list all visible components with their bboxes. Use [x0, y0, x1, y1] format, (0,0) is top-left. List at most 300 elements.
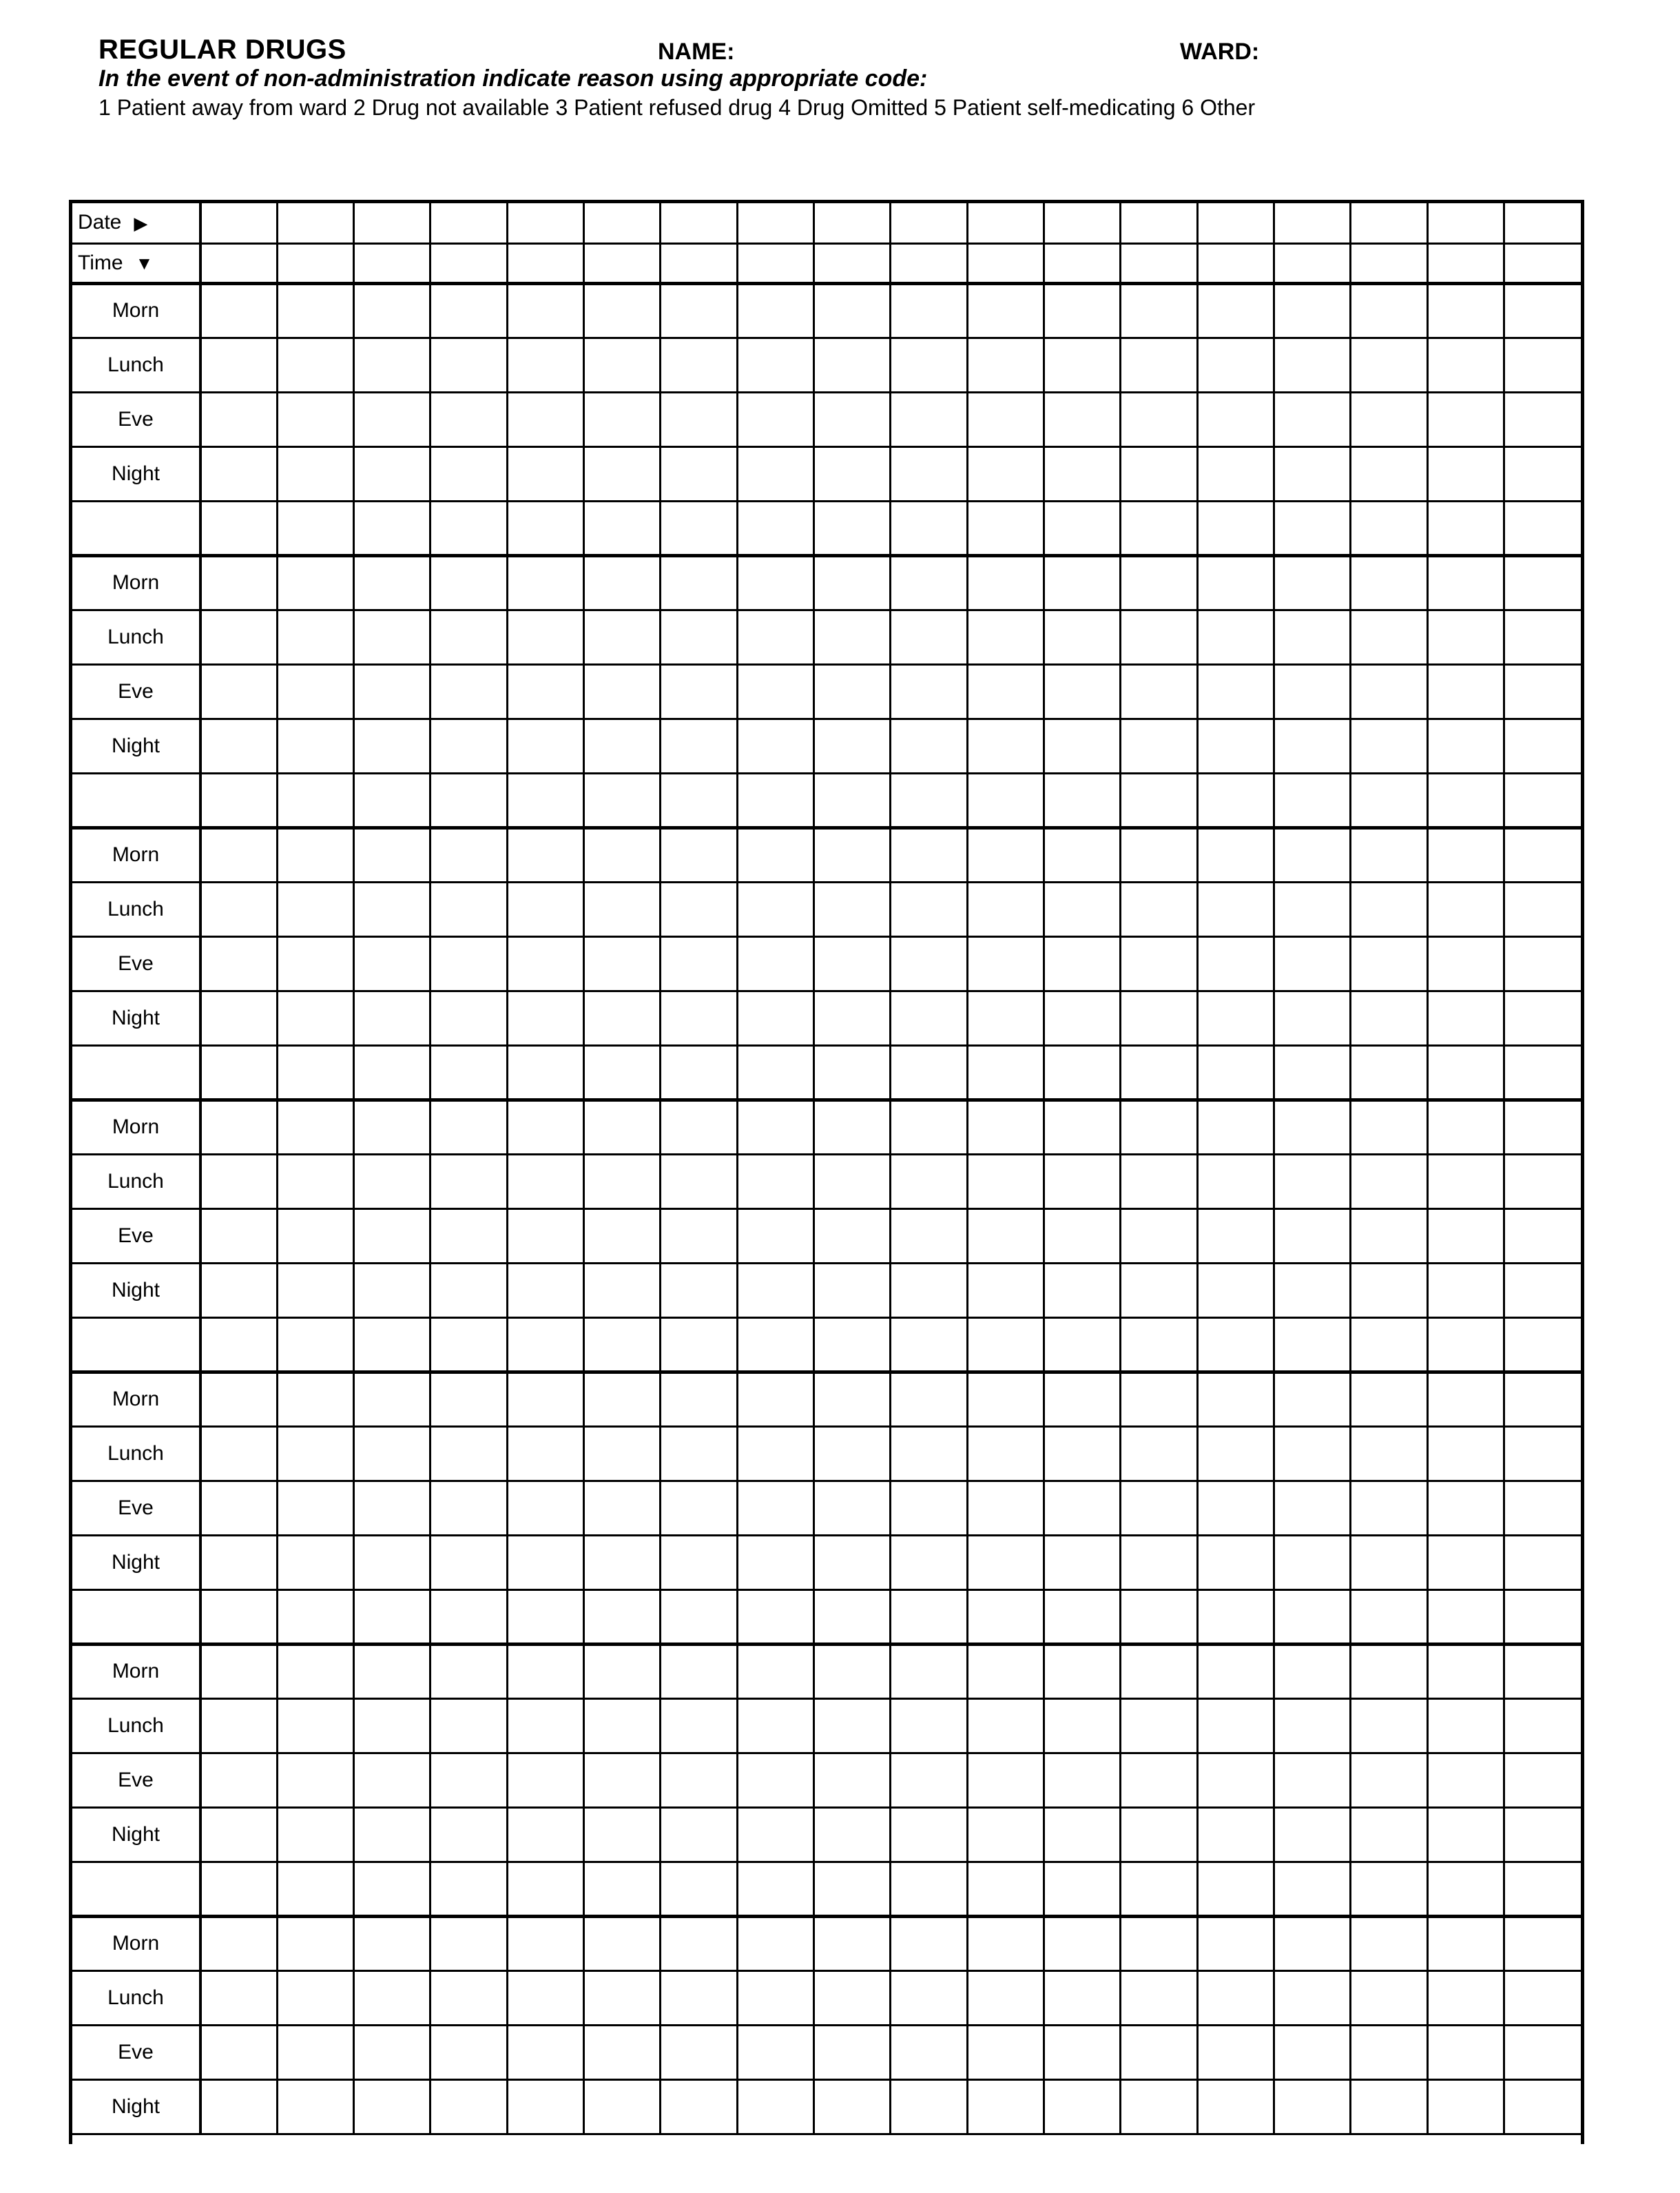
drug-details-cell[interactable] — [1427, 773, 1504, 827]
dose-entry-cell[interactable] — [584, 1970, 661, 2025]
dose-entry-cell[interactable] — [891, 555, 967, 610]
dose-entry-cell[interactable] — [1274, 555, 1351, 610]
drug-details-cell[interactable] — [1427, 1589, 1504, 1644]
dose-entry-cell[interactable] — [507, 1916, 583, 1970]
dose-entry-cell[interactable] — [1121, 1208, 1197, 1263]
dose-entry-cell[interactable] — [814, 1535, 891, 1589]
dose-entry-cell[interactable] — [277, 2079, 353, 2134]
dose-entry-cell[interactable] — [967, 1807, 1044, 1862]
dose-entry-cell[interactable] — [1427, 555, 1504, 610]
dose-entry-cell[interactable] — [507, 1644, 583, 1698]
dose-entry-cell[interactable] — [1121, 338, 1197, 392]
dose-entry-cell[interactable] — [507, 2079, 583, 2134]
drug-details-cell[interactable] — [431, 501, 507, 555]
dose-entry-cell[interactable] — [661, 1372, 737, 1426]
dose-entry-cell[interactable] — [1197, 936, 1274, 991]
dose-entry-cell[interactable] — [431, 338, 507, 392]
drug-details-cell[interactable] — [661, 773, 737, 827]
drug-details-cell[interactable] — [1427, 501, 1504, 555]
dose-entry-cell[interactable] — [1197, 664, 1274, 719]
date-entry-cell[interactable] — [737, 203, 813, 243]
dose-entry-cell[interactable] — [967, 392, 1044, 446]
dose-entry-cell[interactable] — [1044, 827, 1121, 882]
time-entry-cell[interactable] — [737, 243, 813, 283]
dose-entry-cell[interactable] — [277, 1372, 353, 1426]
dose-entry-cell[interactable] — [1504, 392, 1581, 446]
dose-entry-cell[interactable] — [1427, 719, 1504, 773]
dose-entry-cell[interactable] — [1044, 1154, 1121, 1208]
dose-entry-cell[interactable] — [661, 2025, 737, 2079]
dose-entry-cell[interactable] — [1274, 1426, 1351, 1481]
dose-entry-cell[interactable] — [737, 1208, 813, 1263]
dose-entry-cell[interactable] — [1274, 610, 1351, 664]
dose-entry-cell[interactable] — [354, 1426, 431, 1481]
drug-details-cell[interactable] — [1351, 1589, 1427, 1644]
drug-details-cell[interactable] — [661, 1862, 737, 1916]
dose-entry-cell[interactable] — [1274, 283, 1351, 338]
dose-entry-cell[interactable] — [200, 555, 277, 610]
dose-entry-cell[interactable] — [507, 1263, 583, 1317]
dose-entry-cell[interactable] — [1197, 610, 1274, 664]
drug-details-cell[interactable] — [1197, 1589, 1274, 1644]
dose-entry-cell[interactable] — [1197, 555, 1274, 610]
time-entry-cell[interactable] — [277, 243, 353, 283]
dose-entry-cell[interactable] — [737, 392, 813, 446]
dose-entry-cell[interactable] — [1504, 827, 1581, 882]
dose-entry-cell[interactable] — [277, 283, 353, 338]
drug-details-cell[interactable] — [200, 1589, 277, 1644]
dose-entry-cell[interactable] — [431, 1426, 507, 1481]
dose-entry-cell[interactable] — [1121, 1807, 1197, 1862]
dose-entry-cell[interactable] — [1274, 719, 1351, 773]
dose-entry-cell[interactable] — [1504, 882, 1581, 936]
dose-entry-cell[interactable] — [661, 1644, 737, 1698]
dose-entry-cell[interactable] — [661, 991, 737, 1045]
drug-details-cell[interactable] — [277, 1862, 353, 1916]
dose-entry-cell[interactable] — [661, 1154, 737, 1208]
dose-entry-cell[interactable] — [431, 1698, 507, 1753]
dose-entry-cell[interactable] — [507, 1481, 583, 1535]
dose-entry-cell[interactable] — [1351, 719, 1427, 773]
time-entry-cell[interactable] — [967, 243, 1044, 283]
dose-entry-cell[interactable] — [1504, 1372, 1581, 1426]
drug-details-cell[interactable] — [1274, 1862, 1351, 1916]
dose-entry-cell[interactable] — [507, 1807, 583, 1862]
dose-entry-cell[interactable] — [354, 392, 431, 446]
dose-entry-cell[interactable] — [1197, 1698, 1274, 1753]
dose-entry-cell[interactable] — [584, 882, 661, 936]
dose-entry-cell[interactable] — [737, 283, 813, 338]
dose-entry-cell[interactable] — [661, 610, 737, 664]
time-entry-cell[interactable] — [891, 243, 967, 283]
dose-entry-cell[interactable] — [507, 1100, 583, 1154]
dose-entry-cell[interactable] — [354, 610, 431, 664]
dose-entry-cell[interactable] — [507, 1208, 583, 1263]
dose-entry-cell[interactable] — [354, 1970, 431, 2025]
drug-details-label-cell[interactable] — [72, 773, 200, 827]
drug-details-label-cell[interactable] — [72, 1045, 200, 1100]
dose-entry-cell[interactable] — [1121, 664, 1197, 719]
dose-entry-cell[interactable] — [1274, 2079, 1351, 2134]
dose-entry-cell[interactable] — [1044, 1481, 1121, 1535]
drug-details-cell[interactable] — [661, 501, 737, 555]
dose-entry-cell[interactable] — [507, 392, 583, 446]
dose-entry-cell[interactable] — [277, 991, 353, 1045]
dose-entry-cell[interactable] — [1427, 827, 1504, 882]
dose-entry-cell[interactable] — [967, 664, 1044, 719]
dose-entry-cell[interactable] — [1121, 1698, 1197, 1753]
dose-entry-cell[interactable] — [1197, 446, 1274, 501]
dose-entry-cell[interactable] — [584, 1100, 661, 1154]
dose-entry-cell[interactable] — [737, 446, 813, 501]
dose-entry-cell[interactable] — [1197, 1807, 1274, 1862]
dose-entry-cell[interactable] — [1504, 936, 1581, 991]
dose-entry-cell[interactable] — [891, 1535, 967, 1589]
dose-entry-cell[interactable] — [891, 882, 967, 936]
dose-entry-cell[interactable] — [1427, 2025, 1504, 2079]
dose-entry-cell[interactable] — [967, 827, 1044, 882]
dose-entry-cell[interactable] — [967, 991, 1044, 1045]
drug-details-cell[interactable] — [277, 1589, 353, 1644]
dose-entry-cell[interactable] — [1274, 2025, 1351, 2079]
dose-entry-cell[interactable] — [661, 446, 737, 501]
dose-entry-cell[interactable] — [507, 555, 583, 610]
drug-details-cell[interactable] — [814, 1589, 891, 1644]
dose-entry-cell[interactable] — [1504, 1263, 1581, 1317]
dose-entry-cell[interactable] — [737, 610, 813, 664]
dose-entry-cell[interactable] — [1197, 1372, 1274, 1426]
dose-entry-cell[interactable] — [431, 392, 507, 446]
dose-entry-cell[interactable] — [1274, 1807, 1351, 1862]
dose-entry-cell[interactable] — [431, 827, 507, 882]
dose-entry-cell[interactable] — [814, 338, 891, 392]
drug-details-cell[interactable] — [1274, 1045, 1351, 1100]
drug-details-cell[interactable] — [277, 1317, 353, 1372]
dose-entry-cell[interactable] — [507, 1426, 583, 1481]
dose-entry-cell[interactable] — [661, 1535, 737, 1589]
dose-entry-cell[interactable] — [737, 1426, 813, 1481]
drug-details-label-cell[interactable] — [72, 1317, 200, 1372]
dose-entry-cell[interactable] — [1274, 882, 1351, 936]
dose-entry-cell[interactable] — [354, 1208, 431, 1263]
dose-entry-cell[interactable] — [1274, 1698, 1351, 1753]
dose-entry-cell[interactable] — [1044, 2025, 1121, 2079]
dose-entry-cell[interactable] — [814, 446, 891, 501]
dose-entry-cell[interactable] — [661, 1698, 737, 1753]
dose-entry-cell[interactable] — [891, 1698, 967, 1753]
drug-details-cell[interactable] — [431, 1589, 507, 1644]
drug-details-cell[interactable] — [1044, 501, 1121, 555]
dose-entry-cell[interactable] — [1351, 2025, 1427, 2079]
dose-entry-cell[interactable] — [1504, 1426, 1581, 1481]
dose-entry-cell[interactable] — [814, 1372, 891, 1426]
dose-entry-cell[interactable] — [1121, 991, 1197, 1045]
dose-entry-cell[interactable] — [200, 827, 277, 882]
dose-entry-cell[interactable] — [1197, 1481, 1274, 1535]
dose-entry-cell[interactable] — [1504, 338, 1581, 392]
dose-entry-cell[interactable] — [891, 1644, 967, 1698]
dose-entry-cell[interactable] — [737, 719, 813, 773]
dose-entry-cell[interactable] — [1427, 1807, 1504, 1862]
dose-entry-cell[interactable] — [1351, 1535, 1427, 1589]
dose-entry-cell[interactable] — [584, 936, 661, 991]
dose-entry-cell[interactable] — [1351, 1208, 1427, 1263]
dose-entry-cell[interactable] — [737, 1970, 813, 2025]
dose-entry-cell[interactable] — [354, 1698, 431, 1753]
dose-entry-cell[interactable] — [431, 1154, 507, 1208]
dose-entry-cell[interactable] — [507, 719, 583, 773]
dose-entry-cell[interactable] — [1351, 2079, 1427, 2134]
drug-details-cell[interactable] — [200, 1317, 277, 1372]
dose-entry-cell[interactable] — [737, 1916, 813, 1970]
drug-details-cell[interactable] — [1351, 1045, 1427, 1100]
time-entry-cell[interactable] — [1427, 243, 1504, 283]
dose-entry-cell[interactable] — [431, 719, 507, 773]
dose-entry-cell[interactable] — [1197, 1426, 1274, 1481]
dose-entry-cell[interactable] — [277, 1753, 353, 1807]
dose-entry-cell[interactable] — [814, 1644, 891, 1698]
drug-details-cell[interactable] — [1427, 1045, 1504, 1100]
dose-entry-cell[interactable] — [354, 1753, 431, 1807]
dose-entry-cell[interactable] — [277, 1208, 353, 1263]
drug-details-cell[interactable] — [967, 1045, 1044, 1100]
drug-details-cell[interactable] — [1504, 1862, 1581, 1916]
dose-entry-cell[interactable] — [1121, 719, 1197, 773]
dose-entry-cell[interactable] — [1351, 827, 1427, 882]
drug-details-cell[interactable] — [1504, 501, 1581, 555]
dose-entry-cell[interactable] — [967, 2079, 1044, 2134]
dose-entry-cell[interactable] — [737, 1100, 813, 1154]
drug-details-cell[interactable] — [1427, 1317, 1504, 1372]
dose-entry-cell[interactable] — [1274, 1154, 1351, 1208]
dose-entry-cell[interactable] — [1351, 1263, 1427, 1317]
dose-entry-cell[interactable] — [1121, 1154, 1197, 1208]
dose-entry-cell[interactable] — [507, 664, 583, 719]
dose-entry-cell[interactable] — [891, 392, 967, 446]
dose-entry-cell[interactable] — [661, 283, 737, 338]
dose-entry-cell[interactable] — [1044, 446, 1121, 501]
drug-details-cell[interactable] — [584, 1862, 661, 1916]
dose-entry-cell[interactable] — [431, 1644, 507, 1698]
drug-details-cell[interactable] — [507, 1317, 583, 1372]
drug-details-cell[interactable] — [1121, 1862, 1197, 1916]
dose-entry-cell[interactable] — [1044, 1970, 1121, 2025]
dose-entry-cell[interactable] — [891, 991, 967, 1045]
dose-entry-cell[interactable] — [967, 1916, 1044, 1970]
dose-entry-cell[interactable] — [277, 1916, 353, 1970]
dose-entry-cell[interactable] — [354, 2079, 431, 2134]
drug-details-cell[interactable] — [1044, 1862, 1121, 1916]
dose-entry-cell[interactable] — [891, 2025, 967, 2079]
drug-details-cell[interactable] — [1351, 1862, 1427, 1916]
dose-entry-cell[interactable] — [737, 2079, 813, 2134]
dose-entry-cell[interactable] — [1274, 1753, 1351, 1807]
dose-entry-cell[interactable] — [814, 2079, 891, 2134]
dose-entry-cell[interactable] — [967, 1698, 1044, 1753]
dose-entry-cell[interactable] — [200, 664, 277, 719]
date-entry-cell[interactable] — [431, 203, 507, 243]
dose-entry-cell[interactable] — [661, 719, 737, 773]
dose-entry-cell[interactable] — [1274, 827, 1351, 882]
dose-entry-cell[interactable] — [354, 827, 431, 882]
dose-entry-cell[interactable] — [1504, 719, 1581, 773]
dose-entry-cell[interactable] — [277, 1698, 353, 1753]
dose-entry-cell[interactable] — [814, 392, 891, 446]
dose-entry-cell[interactable] — [507, 446, 583, 501]
drug-details-cell[interactable] — [1504, 1589, 1581, 1644]
dose-entry-cell[interactable] — [584, 1535, 661, 1589]
dose-entry-cell[interactable] — [1504, 1535, 1581, 1589]
dose-entry-cell[interactable] — [1121, 1100, 1197, 1154]
dose-entry-cell[interactable] — [507, 936, 583, 991]
dose-entry-cell[interactable] — [967, 1970, 1044, 2025]
dose-entry-cell[interactable] — [431, 1916, 507, 1970]
dose-entry-cell[interactable] — [1427, 392, 1504, 446]
dose-entry-cell[interactable] — [737, 1481, 813, 1535]
dose-entry-cell[interactable] — [354, 446, 431, 501]
dose-entry-cell[interactable] — [661, 1916, 737, 1970]
dose-entry-cell[interactable] — [1351, 1916, 1427, 1970]
dose-entry-cell[interactable] — [1197, 1208, 1274, 1263]
dose-entry-cell[interactable] — [507, 1154, 583, 1208]
drug-details-cell[interactable] — [1197, 1045, 1274, 1100]
dose-entry-cell[interactable] — [1044, 1100, 1121, 1154]
drug-details-cell[interactable] — [661, 1589, 737, 1644]
dose-entry-cell[interactable] — [891, 664, 967, 719]
dose-entry-cell[interactable] — [431, 2025, 507, 2079]
time-entry-cell[interactable] — [1197, 243, 1274, 283]
dose-entry-cell[interactable] — [737, 1263, 813, 1317]
dose-entry-cell[interactable] — [277, 610, 353, 664]
time-entry-cell[interactable] — [200, 243, 277, 283]
dose-entry-cell[interactable] — [1427, 1535, 1504, 1589]
dose-entry-cell[interactable] — [1427, 283, 1504, 338]
dose-entry-cell[interactable] — [431, 882, 507, 936]
drug-details-cell[interactable] — [354, 501, 431, 555]
dose-entry-cell[interactable] — [354, 1100, 431, 1154]
dose-entry-cell[interactable] — [277, 1154, 353, 1208]
dose-entry-cell[interactable] — [584, 283, 661, 338]
dose-entry-cell[interactable] — [431, 1753, 507, 1807]
drug-details-cell[interactable] — [814, 773, 891, 827]
dose-entry-cell[interactable] — [814, 827, 891, 882]
drug-details-cell[interactable] — [354, 1045, 431, 1100]
dose-entry-cell[interactable] — [1427, 1100, 1504, 1154]
dose-entry-cell[interactable] — [1427, 1753, 1504, 1807]
dose-entry-cell[interactable] — [354, 1807, 431, 1862]
dose-entry-cell[interactable] — [354, 555, 431, 610]
dose-entry-cell[interactable] — [1351, 1426, 1427, 1481]
dose-entry-cell[interactable] — [507, 1372, 583, 1426]
dose-entry-cell[interactable] — [1044, 1426, 1121, 1481]
dose-entry-cell[interactable] — [814, 610, 891, 664]
dose-entry-cell[interactable] — [1044, 664, 1121, 719]
dose-entry-cell[interactable] — [1121, 2025, 1197, 2079]
dose-entry-cell[interactable] — [200, 936, 277, 991]
dose-entry-cell[interactable] — [1044, 1916, 1121, 1970]
dose-entry-cell[interactable] — [354, 991, 431, 1045]
dose-entry-cell[interactable] — [661, 1481, 737, 1535]
dose-entry-cell[interactable] — [661, 827, 737, 882]
drug-details-cell[interactable] — [967, 1862, 1044, 1916]
drug-details-cell[interactable] — [507, 773, 583, 827]
dose-entry-cell[interactable] — [1044, 936, 1121, 991]
dose-entry-cell[interactable] — [814, 719, 891, 773]
dose-entry-cell[interactable] — [431, 1535, 507, 1589]
drug-details-cell[interactable] — [1351, 501, 1427, 555]
dose-entry-cell[interactable] — [1197, 1970, 1274, 2025]
dose-entry-cell[interactable] — [200, 1970, 277, 2025]
dose-entry-cell[interactable] — [814, 882, 891, 936]
dose-entry-cell[interactable] — [507, 338, 583, 392]
drug-details-cell[interactable] — [1197, 1317, 1274, 1372]
dose-entry-cell[interactable] — [1274, 1644, 1351, 1698]
dose-entry-cell[interactable] — [1427, 1970, 1504, 2025]
dose-entry-cell[interactable] — [431, 1208, 507, 1263]
drug-details-cell[interactable] — [277, 1045, 353, 1100]
dose-entry-cell[interactable] — [1121, 1372, 1197, 1426]
dose-entry-cell[interactable] — [1121, 1644, 1197, 1698]
drug-details-cell[interactable] — [814, 501, 891, 555]
dose-entry-cell[interactable] — [967, 283, 1044, 338]
dose-entry-cell[interactable] — [891, 283, 967, 338]
dose-entry-cell[interactable] — [507, 1535, 583, 1589]
dose-entry-cell[interactable] — [737, 555, 813, 610]
dose-entry-cell[interactable] — [1197, 392, 1274, 446]
dose-entry-cell[interactable] — [354, 1644, 431, 1698]
dose-entry-cell[interactable] — [200, 1100, 277, 1154]
dose-entry-cell[interactable] — [584, 1154, 661, 1208]
date-entry-cell[interactable] — [1351, 203, 1427, 243]
dose-entry-cell[interactable] — [200, 1426, 277, 1481]
dose-entry-cell[interactable] — [737, 1753, 813, 1807]
date-entry-cell[interactable] — [277, 203, 353, 243]
dose-entry-cell[interactable] — [1121, 882, 1197, 936]
dose-entry-cell[interactable] — [507, 1970, 583, 2025]
dose-entry-cell[interactable] — [584, 338, 661, 392]
dose-entry-cell[interactable] — [1504, 1970, 1581, 2025]
dose-entry-cell[interactable] — [1121, 446, 1197, 501]
drug-details-cell[interactable] — [1274, 501, 1351, 555]
dose-entry-cell[interactable] — [967, 2025, 1044, 2079]
dose-entry-cell[interactable] — [1427, 446, 1504, 501]
dose-entry-cell[interactable] — [1351, 1698, 1427, 1753]
dose-entry-cell[interactable] — [891, 1807, 967, 1862]
drug-details-cell[interactable] — [1351, 773, 1427, 827]
dose-entry-cell[interactable] — [507, 2025, 583, 2079]
drug-details-cell[interactable] — [814, 1862, 891, 1916]
dose-entry-cell[interactable] — [814, 283, 891, 338]
dose-entry-cell[interactable] — [277, 936, 353, 991]
dose-entry-cell[interactable] — [354, 1916, 431, 1970]
dose-entry-cell[interactable] — [1197, 827, 1274, 882]
dose-entry-cell[interactable] — [1427, 1916, 1504, 1970]
dose-entry-cell[interactable] — [1274, 1535, 1351, 1589]
drug-details-label-cell[interactable] — [72, 1862, 200, 1916]
dose-entry-cell[interactable] — [891, 719, 967, 773]
dose-entry-cell[interactable] — [661, 1970, 737, 2025]
dose-entry-cell[interactable] — [1351, 446, 1427, 501]
dose-entry-cell[interactable] — [431, 283, 507, 338]
drug-details-cell[interactable] — [1274, 1589, 1351, 1644]
dose-entry-cell[interactable] — [1427, 664, 1504, 719]
date-entry-cell[interactable] — [814, 203, 891, 243]
date-entry-cell[interactable] — [1504, 203, 1581, 243]
dose-entry-cell[interactable] — [354, 882, 431, 936]
dose-entry-cell[interactable] — [1121, 1753, 1197, 1807]
drug-details-cell[interactable] — [737, 773, 813, 827]
drug-details-label-cell[interactable] — [72, 501, 200, 555]
